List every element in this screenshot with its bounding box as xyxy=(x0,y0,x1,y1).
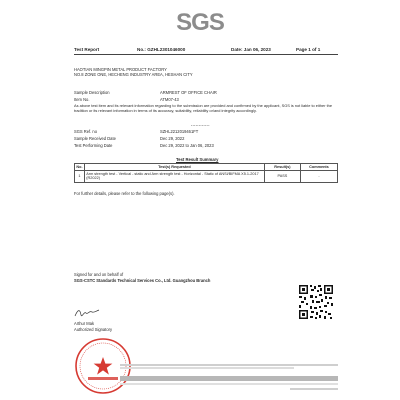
report-label: Test Report xyxy=(74,47,100,52)
sample-description-value: ARMREST OF OFFICE CHAIR xyxy=(160,90,217,95)
col-no: No. xyxy=(76,164,83,169)
page-indicator: Page 1 of 1 xyxy=(296,47,321,52)
report-date: Date: Jan 06, 2023 xyxy=(231,47,271,52)
table-header-row xyxy=(75,164,338,171)
row-result: PASS xyxy=(264,170,300,182)
row-no: 1 xyxy=(75,170,85,182)
signing-line2: SGS-CSTC Standards Technical Services Co., Ltd. Guangzhou Branch xyxy=(74,278,211,283)
sgs-ref-value: SZHL2212019461FT xyxy=(160,129,199,134)
col-result: Result(s) xyxy=(264,164,300,171)
applicant-name: HAOTIAN MINGPIN METAL PRODUCT FACTORY xyxy=(74,67,167,72)
qr-code-icon xyxy=(298,284,334,320)
separator: ************ xyxy=(191,124,210,128)
testing-date-value: Dec 29, 2022 to Jan 06, 2023 xyxy=(160,143,214,148)
sample-description-label: Sample Description xyxy=(74,90,110,95)
report-number: No.: GZHL2301046000 xyxy=(137,47,186,52)
testing-date-label: Test Performing Date xyxy=(74,143,113,148)
col-comments: Comments xyxy=(300,164,337,171)
table-row xyxy=(75,170,338,182)
col-test: Test(s) Requested xyxy=(84,164,264,171)
summary-title: Test Result Summary xyxy=(176,157,219,162)
results-table xyxy=(74,163,338,183)
signatory-title: Authorized Signatory xyxy=(74,327,113,332)
applicant-statement: As above test item and its relevant information regarding to the submission are provided and confirmed by the applicant, SGS is not liable to either the tradition or its relevant information in terms of its accuracy, suitability, reliability or/and integrity accordingly. xyxy=(74,103,333,113)
footer-disclaimer-bar xyxy=(120,364,338,369)
footer-address-line xyxy=(120,383,338,385)
row-comment: - xyxy=(300,170,337,182)
received-date-value: Dec 29, 2022 xyxy=(160,136,185,141)
footer-contact-bar xyxy=(120,376,338,381)
sgs-ref-label: SGS Ref. no xyxy=(74,129,97,134)
applicant-address: NO.8 ZONE ONE, HECHENG INDUSTRY AREA, HESHAN CITY xyxy=(74,72,193,77)
item-no-value: ATM07-43 xyxy=(160,97,179,102)
header-rule xyxy=(74,54,338,55)
signing-line1: Signed for and on behalf of xyxy=(74,272,124,277)
row-test: Arm strength test - Vertical - static and Arm strength test - Horizontal - Static of ANSI/BIFMA X5.1-2017 (R2022) xyxy=(84,170,264,182)
received-date-label: Sample Received Date xyxy=(74,136,116,141)
footer-member-line xyxy=(290,388,338,390)
sgs-logo: SGS xyxy=(176,9,224,36)
item-no-label: Item No. xyxy=(74,97,90,102)
signature-icon xyxy=(74,307,100,319)
signatory-name: Arthur Mak xyxy=(74,321,95,326)
summary-note: For further details, please refer to the following page(s). xyxy=(74,191,175,196)
